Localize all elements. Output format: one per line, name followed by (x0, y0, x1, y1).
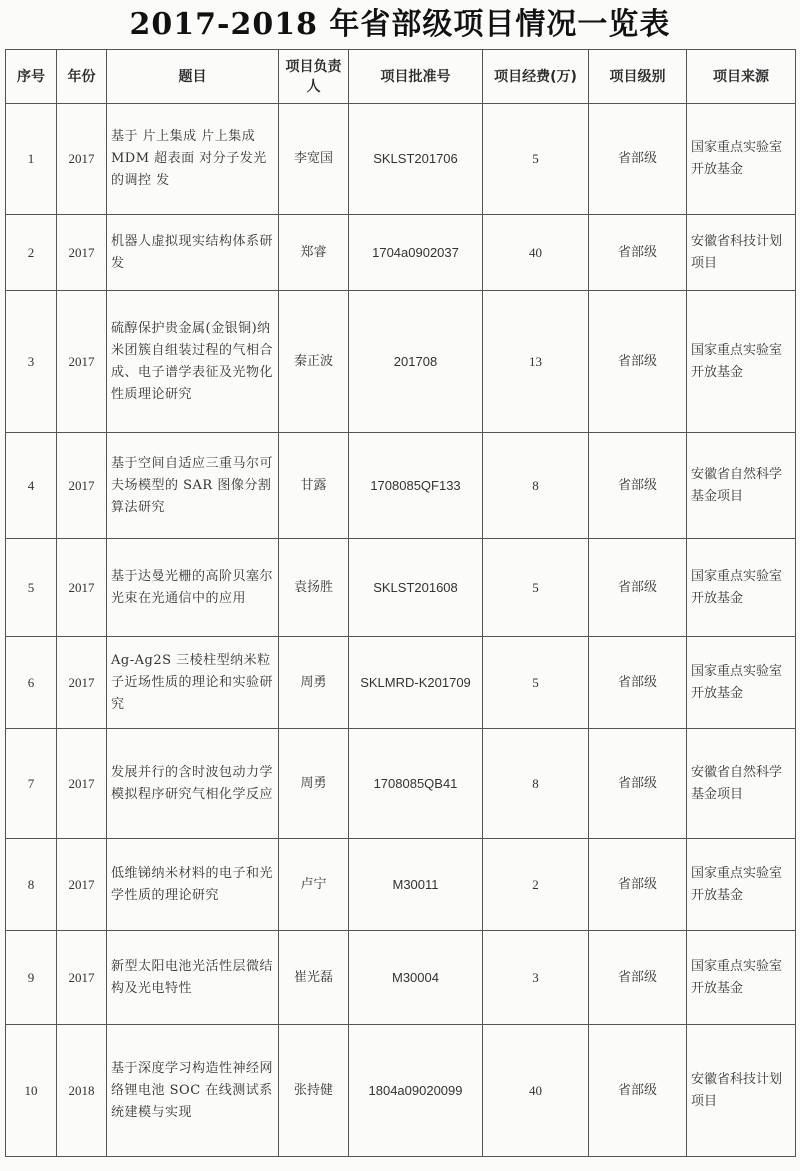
cell-approval: M30011 (349, 839, 483, 931)
cell-approval: SKLST201706 (349, 104, 483, 215)
cell-topic: Ag-Ag2S 三棱柱型纳米粒子近场性质的理论和实验研究 (107, 637, 279, 729)
cell-source: 安徽省科技计划项目 (687, 1025, 796, 1157)
cell-approval: 1708085QF133 (349, 433, 483, 539)
cell-year: 2017 (57, 215, 107, 291)
cell-leader: 崔光磊 (279, 931, 349, 1025)
cell-leader: 周勇 (279, 729, 349, 839)
cell-year: 2017 (57, 637, 107, 729)
cell-leader: 周勇 (279, 637, 349, 729)
cell-year: 2017 (57, 839, 107, 931)
cell-leader: 甘露 (279, 433, 349, 539)
cell-approval: SKLST201608 (349, 539, 483, 637)
cell-funding: 13 (483, 291, 589, 433)
cell-level: 省部级 (589, 637, 687, 729)
table-row (6, 215, 796, 291)
header-cell-source: 项目来源 (687, 50, 796, 104)
cell-approval: 1708085QB41 (349, 729, 483, 839)
cell-year: 2018 (57, 1025, 107, 1157)
cell-year: 2017 (57, 433, 107, 539)
cell-no: 9 (6, 931, 57, 1025)
cell-source: 国家重点实验室开放基金 (687, 637, 796, 729)
cell-approval: 1704a0902037 (349, 215, 483, 291)
header-cell-year: 年份 (57, 50, 107, 104)
cell-year: 2017 (57, 729, 107, 839)
cell-no: 5 (6, 539, 57, 637)
cell-level: 省部级 (589, 433, 687, 539)
cell-funding: 40 (483, 215, 589, 291)
header-cell-approval: 项目批准号 (349, 50, 483, 104)
table-row (6, 104, 796, 215)
document-title: 2017-2018 年省部级项目情况一览表 (129, 7, 671, 42)
cell-leader: 张持健 (279, 1025, 349, 1157)
cell-funding: 5 (483, 104, 589, 215)
cell-topic: 基于达曼光栅的高阶贝塞尔光束在光通信中的应用 (107, 539, 279, 637)
cell-no: 2 (6, 215, 57, 291)
cell-no: 3 (6, 291, 57, 433)
cell-level: 省部级 (589, 291, 687, 433)
cell-topic: 新型太阳电池光活性层微结构及光电特性 (107, 931, 279, 1025)
cell-source: 国家重点实验室开放基金 (687, 291, 796, 433)
cell-no: 1 (6, 104, 57, 215)
cell-year: 2017 (57, 931, 107, 1025)
cell-topic: 机器人虚拟现实结构体系研发 (107, 215, 279, 291)
cell-topic: 发展并行的含时波包动力学模拟程序研究气相化学反应 (107, 729, 279, 839)
cell-no: 6 (6, 637, 57, 729)
cell-level: 省部级 (589, 539, 687, 637)
cell-approval: 1804a09020099 (349, 1025, 483, 1157)
cell-funding: 2 (483, 839, 589, 931)
cell-topic: 硫醇保护贵金属(金银铜)纳米团簇自组装过程的气相合成、电子谱学表征及光物化性质理论研究 (107, 291, 279, 433)
header-cell-topic: 题目 (107, 50, 279, 104)
cell-funding: 5 (483, 539, 589, 637)
cell-approval: SKLMRD-K201709 (349, 637, 483, 729)
cell-topic: 基于空间自适应三重马尔可夫场模型的 SAR 图像分割算法研究 (107, 433, 279, 539)
cell-source: 国家重点实验室开放基金 (687, 839, 796, 931)
cell-leader: 袁扬胜 (279, 539, 349, 637)
table-row (6, 1025, 796, 1157)
header-cell-level: 项目级别 (589, 50, 687, 104)
cell-level: 省部级 (589, 215, 687, 291)
cell-leader: 卢宁 (279, 839, 349, 931)
table-row (6, 291, 796, 433)
cell-approval: M30004 (349, 931, 483, 1025)
cell-topic: 低维锑纳米材料的电子和光学性质的理论研究 (107, 839, 279, 931)
cell-source: 国家重点实验室开放基金 (687, 931, 796, 1025)
table-row (6, 729, 796, 839)
cell-funding: 40 (483, 1025, 589, 1157)
cell-source: 安徽省科技计划项目 (687, 215, 796, 291)
cell-funding: 5 (483, 637, 589, 729)
cell-no: 10 (6, 1025, 57, 1157)
cell-topic: 基于深度学习构造性神经网络锂电池 SOC 在线测试系统建模与实现 (107, 1025, 279, 1157)
table-header-row (6, 50, 796, 104)
cell-level: 省部级 (589, 839, 687, 931)
cell-source: 国家重点实验室开放基金 (687, 104, 796, 215)
table-row (6, 637, 796, 729)
cell-leader: 郑睿 (279, 215, 349, 291)
cell-level: 省部级 (589, 931, 687, 1025)
cell-funding: 8 (483, 729, 589, 839)
cell-year: 2017 (57, 539, 107, 637)
cell-level: 省部级 (589, 104, 687, 215)
cell-source: 安徽省自然科学基金项目 (687, 729, 796, 839)
cell-source: 国家重点实验室开放基金 (687, 539, 796, 637)
table-row (6, 839, 796, 931)
table-row (6, 539, 796, 637)
header-cell-funding: 项目经费(万) (483, 50, 589, 104)
cell-level: 省部级 (589, 729, 687, 839)
cell-no: 7 (6, 729, 57, 839)
cell-level: 省部级 (589, 1025, 687, 1157)
cell-source: 安徽省自然科学基金项目 (687, 433, 796, 539)
table-row (6, 433, 796, 539)
cell-year: 2017 (57, 291, 107, 433)
cell-funding: 3 (483, 931, 589, 1025)
header-cell-leader: 项目负责人 (279, 50, 349, 104)
cell-no: 8 (6, 839, 57, 931)
cell-leader: 秦正波 (279, 291, 349, 433)
header-cell-no: 序号 (6, 50, 57, 104)
cell-year: 2017 (57, 104, 107, 215)
cell-topic: 基于 片上集成 片上集成 MDM 超表面 对分子发光的调控 发 (107, 104, 279, 215)
table-row (6, 931, 796, 1025)
projects-table (5, 49, 796, 1157)
cell-approval: 201708 (349, 291, 483, 433)
cell-no: 4 (6, 433, 57, 539)
cell-funding: 8 (483, 433, 589, 539)
cell-leader: 李宽国 (279, 104, 349, 215)
